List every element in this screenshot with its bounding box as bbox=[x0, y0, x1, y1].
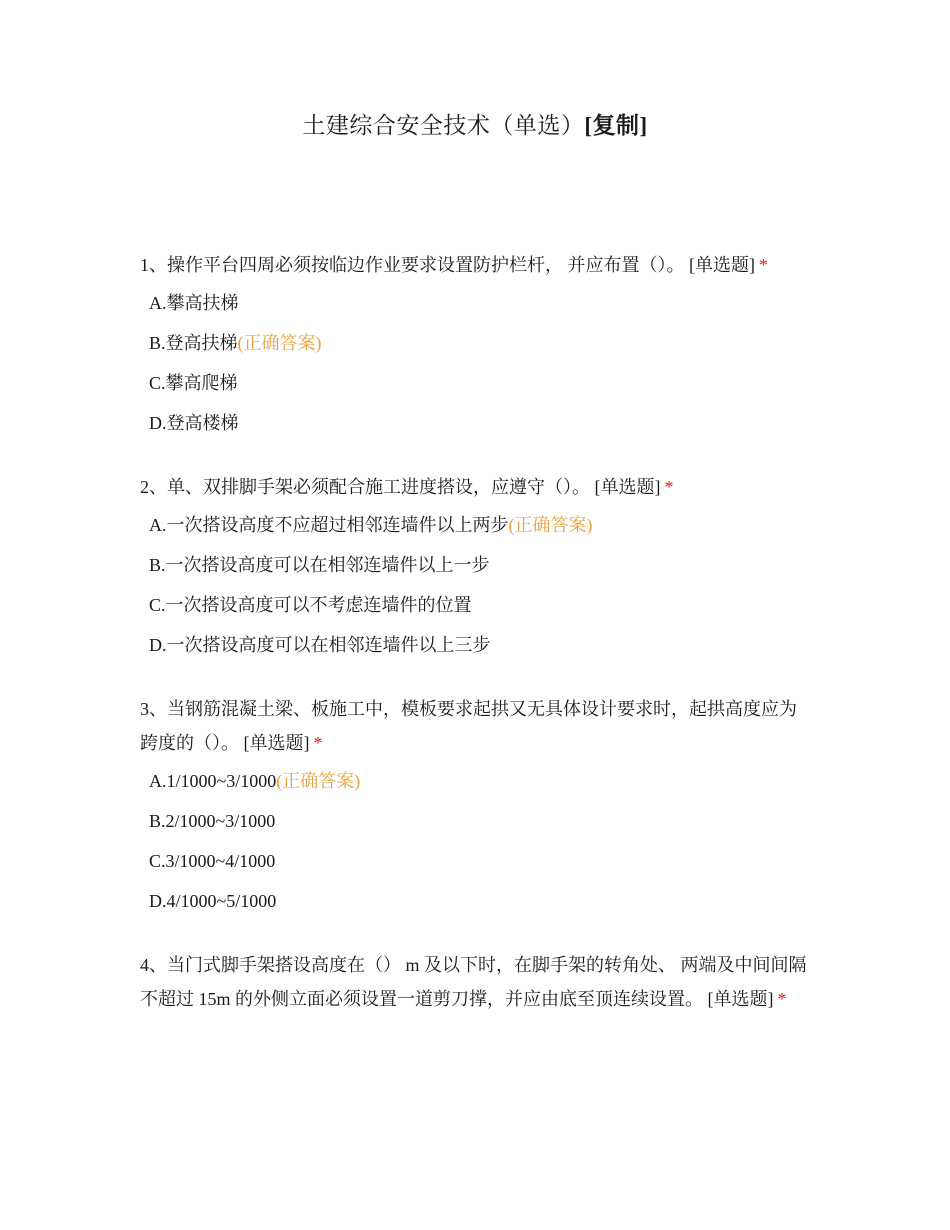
option-b bbox=[149, 809, 812, 833]
option-text: C.3/1000~4/1000 bbox=[149, 851, 276, 871]
option-d bbox=[149, 889, 812, 913]
option-d bbox=[149, 633, 812, 657]
option-list bbox=[140, 291, 812, 435]
title-copy-suffix: [复制] bbox=[584, 113, 648, 138]
option-list bbox=[140, 769, 812, 913]
option-c bbox=[149, 593, 812, 617]
question-stem: 1、操作平台四周必须按临边作业要求设置防护栏杆， 并应布置（）。 bbox=[140, 255, 685, 275]
question-type-label: [单选题] bbox=[707, 989, 774, 1009]
question-stem: 2、单、双排脚手架必须配合施工进度搭设，应遵守（）。 bbox=[140, 477, 590, 497]
option-a bbox=[149, 769, 812, 793]
question-3 bbox=[140, 692, 812, 913]
required-mark: * bbox=[759, 255, 768, 275]
option-list bbox=[140, 513, 812, 657]
option-text: C.攀高爬梯 bbox=[149, 373, 238, 393]
question-stem: 3、当钢筋混凝土梁、板施工中，模板要求起拱又无具体设计要求时，起拱高度应为跨度的（）。 bbox=[140, 699, 797, 753]
question-type-label: [单选题] bbox=[594, 477, 661, 497]
option-text: C.一次搭设高度可以不考虑连墙件的位置 bbox=[149, 595, 472, 615]
option-text: B.登高扶梯 bbox=[149, 333, 238, 353]
question-type-label: [单选题] bbox=[689, 255, 755, 275]
question-stem: 4、当门式脚手架搭设高度在（） m 及以下时，在脚手架的转角处、 两端及中间间隔不超过 15m 的外侧立面必须设置一道剪刀撑，并应由底至顶连续设置。 bbox=[140, 955, 807, 1009]
option-text: B.2/1000~3/1000 bbox=[149, 811, 276, 831]
question-text bbox=[140, 948, 812, 1016]
option-text: A.一次搭设高度不应超过相邻连墙件以上两步 bbox=[149, 515, 509, 535]
correct-answer-label: (正确答案) bbox=[237, 333, 322, 353]
question-list bbox=[140, 248, 812, 1051]
title-text: 土建综合安全技术（单选） bbox=[302, 113, 585, 138]
required-mark: * bbox=[313, 733, 323, 753]
question-1 bbox=[140, 248, 812, 435]
question-text bbox=[140, 470, 812, 504]
option-c bbox=[149, 371, 812, 395]
question-4 bbox=[140, 948, 812, 1016]
option-b bbox=[149, 553, 812, 577]
option-text: D.一次搭设高度可以在相邻连墙件以上三步 bbox=[149, 635, 491, 655]
option-c bbox=[149, 849, 812, 873]
option-text: D.4/1000~5/1000 bbox=[149, 891, 277, 911]
required-mark: * bbox=[777, 989, 787, 1009]
option-a bbox=[149, 513, 812, 537]
option-a bbox=[149, 291, 812, 315]
option-text: D.登高楼梯 bbox=[149, 413, 239, 433]
correct-answer-label: (正确答案) bbox=[276, 771, 361, 791]
question-text bbox=[140, 692, 812, 760]
question-type-label: [单选题] bbox=[243, 733, 310, 753]
option-text: B.一次搭设高度可以在相邻连墙件以上一步 bbox=[149, 555, 490, 575]
option-text: A.1/1000~3/1000 bbox=[149, 771, 277, 791]
question-2 bbox=[140, 470, 812, 657]
option-b bbox=[149, 331, 812, 355]
question-text bbox=[140, 248, 812, 282]
page-title bbox=[0, 110, 950, 142]
option-d bbox=[149, 411, 812, 435]
option-text: A.攀高扶梯 bbox=[149, 293, 239, 313]
correct-answer-label: (正确答案) bbox=[508, 515, 593, 535]
required-mark: * bbox=[664, 477, 674, 497]
